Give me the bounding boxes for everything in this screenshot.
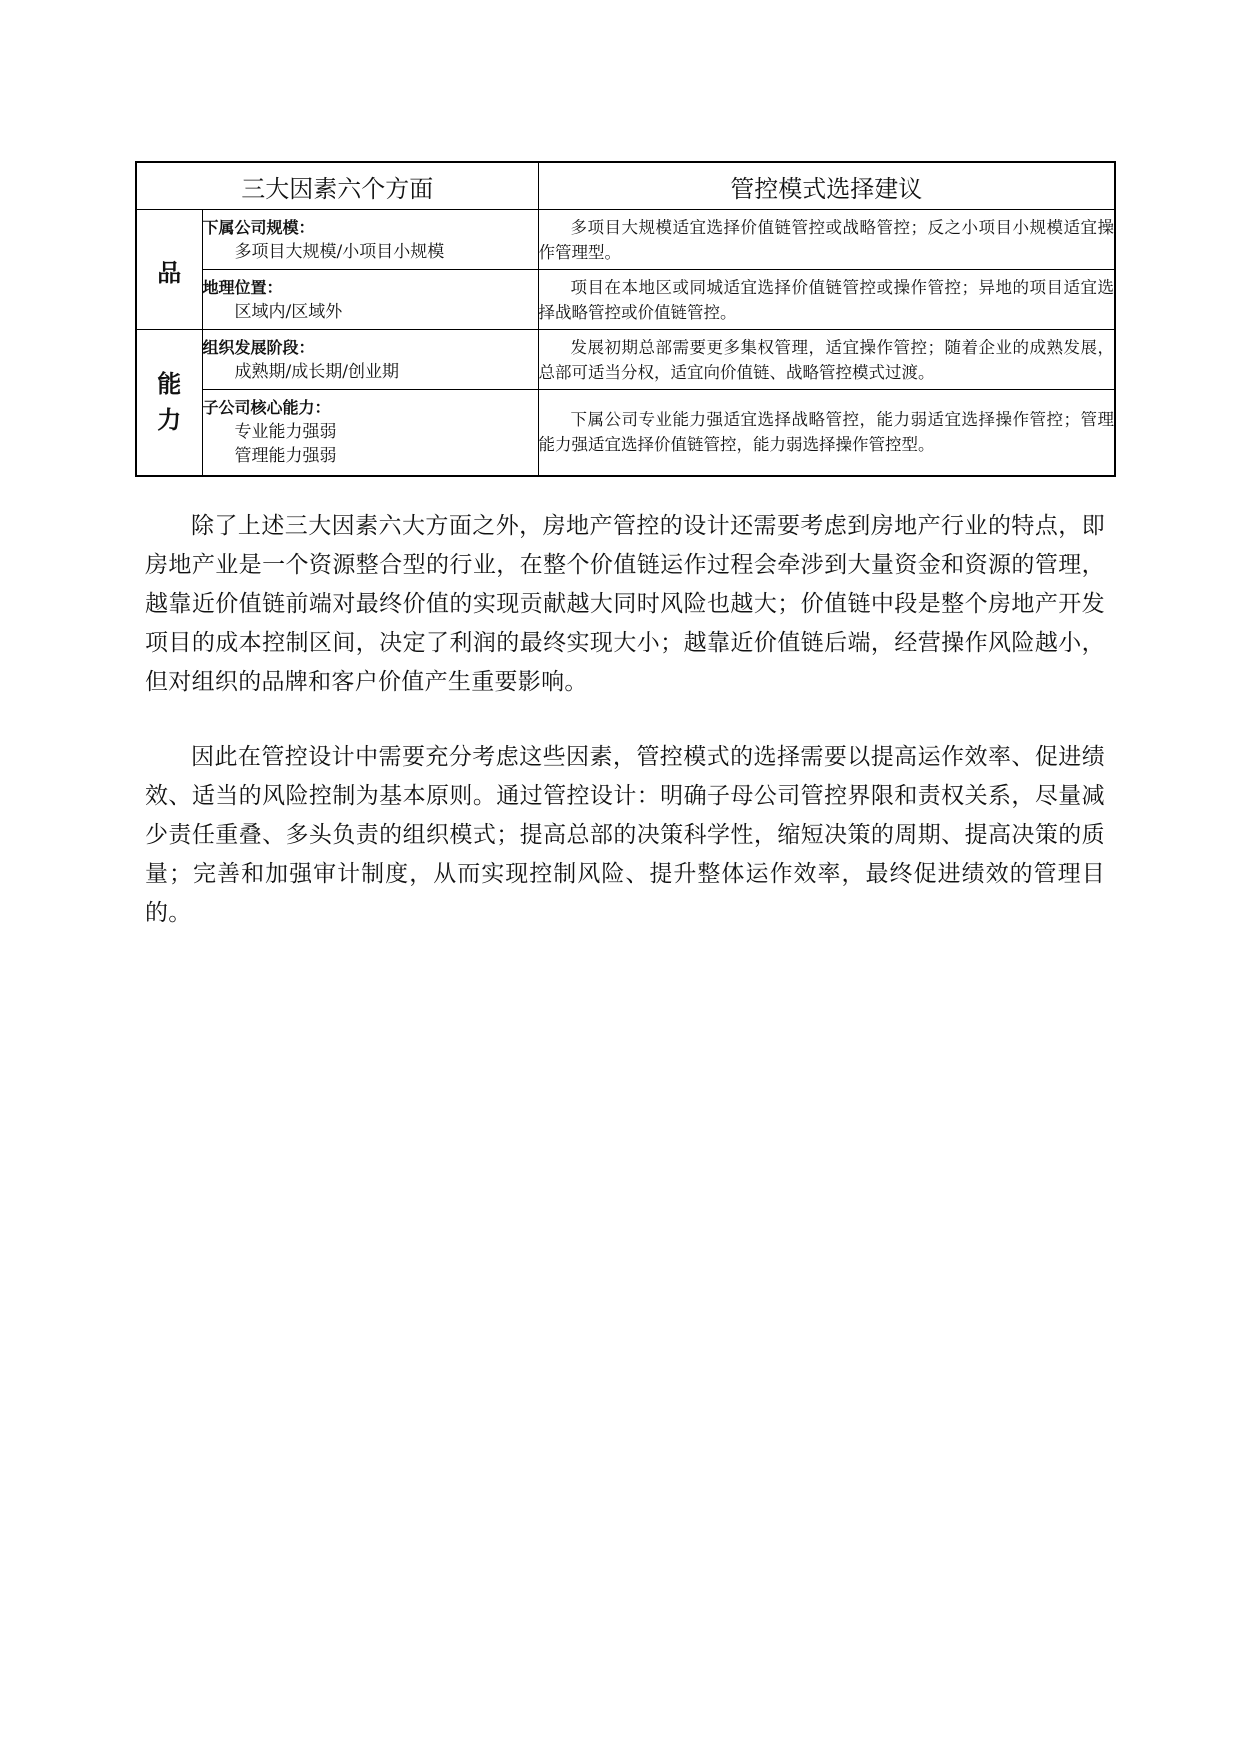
dimension-sub: 成熟期/成长期/创业期	[234, 361, 399, 382]
advice-cell: 多项目大规模适宜选择价值链管控或战略管控；反之小项目小规模适宜操作管理型。	[538, 210, 1115, 270]
table-row	[136, 330, 1115, 390]
table-row	[136, 210, 1115, 270]
dimension-sub: 区域内/区域外	[234, 301, 343, 322]
table-header-row	[136, 162, 1115, 210]
header-factors: 三大因素六个方面	[136, 162, 538, 210]
advice-cell: 发展初期总部需要更多集权管理，适宜操作管控；随着企业的成熟发展，总部可适当分权，适宜向价值链、战略管控模式过渡。	[538, 330, 1115, 390]
dimension-sub: 多项目大规模/小项目小规模	[234, 241, 445, 262]
category-cell	[136, 210, 202, 330]
dimension-cell	[202, 330, 538, 390]
category-char: 能	[157, 370, 182, 399]
dimension-title: 地理位置：	[202, 277, 283, 297]
body-paragraph: 因此在管控设计中需要充分考虑这些因素，管控模式的选择需要以提高运作效率、促进绩效、适当的风险控制为基本原则。通过管控设计：明确子母公司管控界限和责权关系，尽量减少责任重叠、多头负责的组织模式；提高总部的决策科学性，缩短决策的周期、提高决策的质量；完善和加强审计制度，从而实现控制风险、提升整体运作效率，最终促进绩效的管理目的。	[145, 744, 1105, 926]
dimension-cell	[202, 270, 538, 330]
table-row	[136, 390, 1115, 476]
dimension-title: 子公司核心能力：	[202, 398, 331, 418]
dimension-title: 组织发展阶段：	[202, 337, 315, 357]
advice-cell: 项目在本地区或同城适宜选择价值链管控或操作管控；异地的项目适宜选择战略管控或价值链管控。	[538, 270, 1115, 330]
table-row	[136, 270, 1115, 330]
category-cell	[136, 330, 202, 476]
category-char: 力	[157, 406, 182, 435]
factor-table	[135, 161, 1116, 477]
category-char: 品	[157, 258, 182, 287]
advice-cell: 下属公司专业能力强适宜选择战略管控，能力弱适宜选择操作管控；管理能力强适宜选择价值链管控，能力弱选择操作管控型。	[538, 390, 1115, 476]
header-advice: 管控模式选择建议	[538, 162, 1115, 210]
body-paragraph: 除了上述三大因素六大方面之外，房地产管控的设计还需要考虑到房地产行业的特点，即房地产业是一个资源整合型的行业，在整个价值链运作过程会牵涉到大量资金和资源的管理，越靠近价值链前端对最终价值的实现贡献越大同时风险也越大；价值链中段是整个房地产开发项目的成本控制区间，决定了利润的最终实现大小；越靠近价值链后端，经营操作风险越小，但对组织的品牌和客户价值产生重要影响。	[145, 513, 1105, 695]
dimension-title: 下属公司规模：	[202, 217, 315, 237]
dimension-sub: 管理能力强弱	[234, 446, 337, 467]
dimension-cell	[202, 210, 538, 270]
dimension-sub: 专业能力强弱	[234, 422, 337, 443]
dimension-cell	[202, 390, 538, 476]
